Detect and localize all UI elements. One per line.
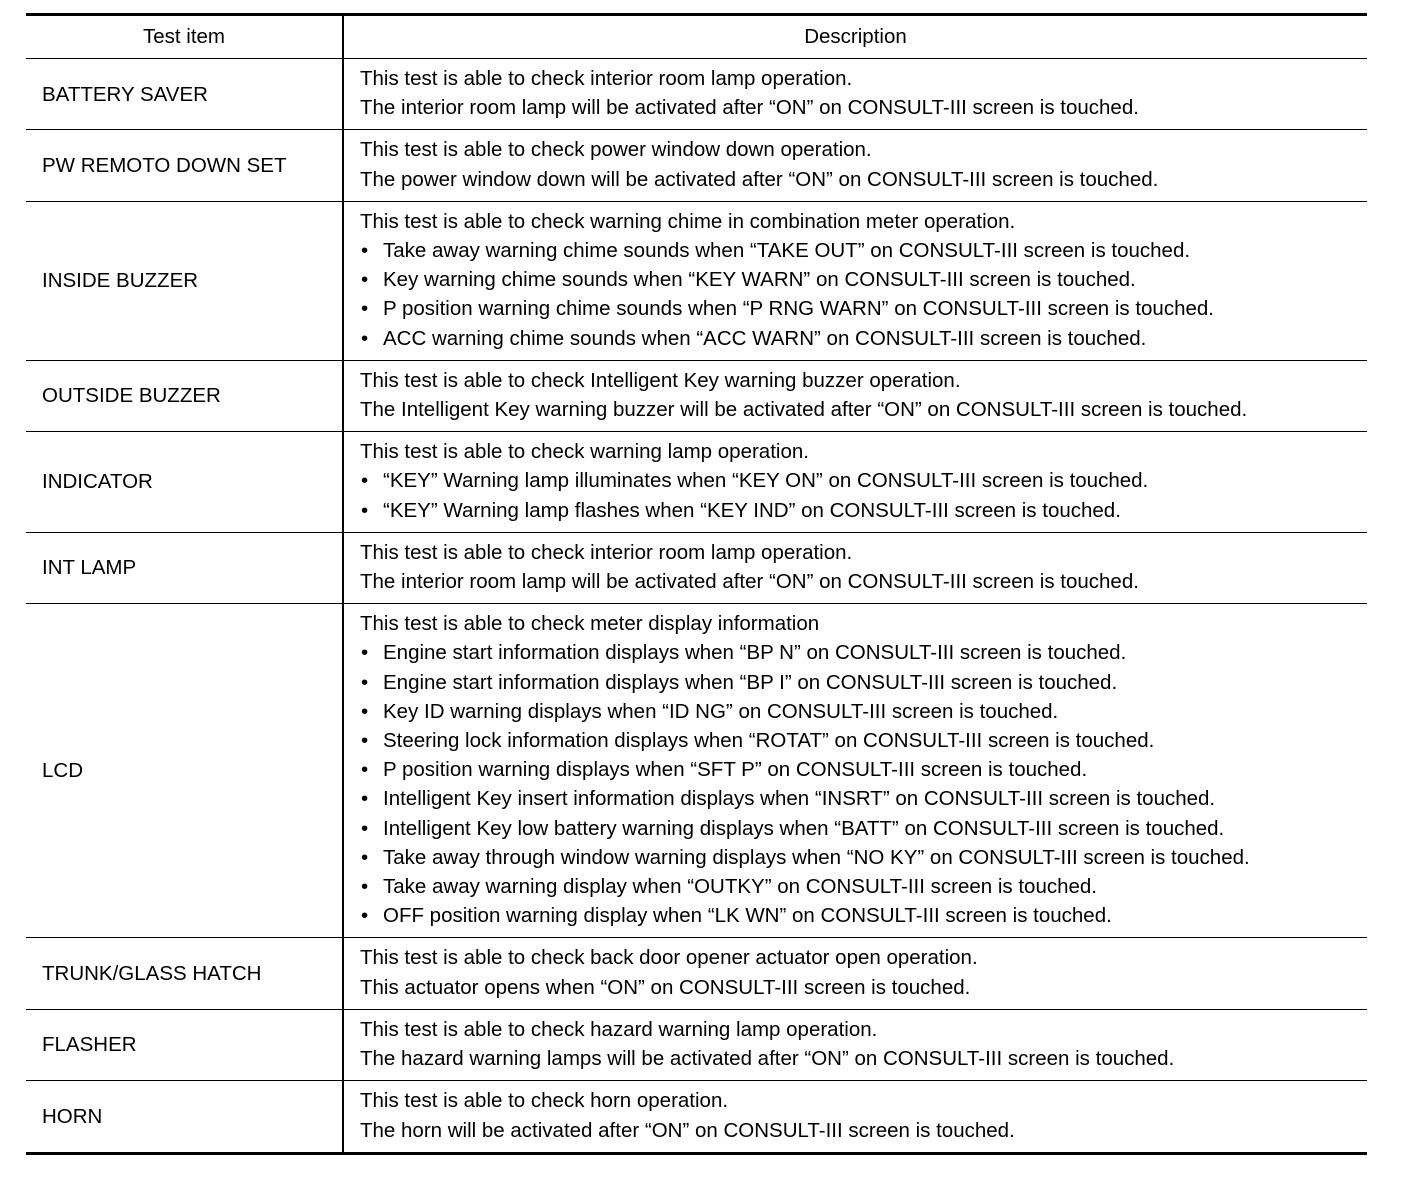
bullet-text: OFF position warning display when “LK WN” on CONSULT-III screen is touched.: [383, 904, 1112, 928]
description-line: The interior room lamp will be activated after “ON” on CONSULT-III screen is touched.: [360, 96, 1139, 120]
description-cell: [343, 938, 1367, 1009]
test-item-cell: OUTSIDE BUZZER: [26, 360, 343, 431]
column-header-test-item: Test item: [26, 15, 343, 59]
bullet-icon: •: [361, 239, 369, 263]
description-line: This test is able to check interior room lamp operation.: [360, 67, 853, 90]
bullet-item: [360, 755, 1367, 784]
bullet-icon: •: [361, 326, 369, 350]
bullet-item: [360, 265, 1367, 294]
table-row: [26, 604, 1367, 938]
bullet-icon: •: [361, 297, 369, 321]
bullet-item: [360, 668, 1367, 697]
description-line: This test is able to check warning chime in combination meter operation.: [360, 209, 1016, 233]
bullet-item: [360, 638, 1367, 667]
test-item-cell: BATTERY SAVER: [26, 59, 343, 130]
table-body: [26, 59, 1367, 1154]
description-cell: [343, 201, 1367, 360]
description-cell: [343, 1009, 1367, 1080]
bullet-text: Steering lock information displays when “ROTAT” on CONSULT-III screen is touched.: [383, 729, 1155, 753]
table-row: [26, 130, 1367, 201]
description-line: This test is able to check interior room lamp operation.: [360, 540, 853, 564]
bullet-icon: •: [361, 699, 369, 723]
table-row: [26, 432, 1367, 533]
bullet-text: “KEY” Warning lamp flashes when “KEY IND” on CONSULT-III screen is touched.: [383, 498, 1121, 522]
bullet-list: [360, 466, 1367, 524]
table-row: [26, 1081, 1367, 1153]
bullet-icon: •: [361, 904, 369, 928]
bullet-text: Take away through window warning displays when “NO KY” on CONSULT-III screen is touched.: [383, 845, 1250, 869]
bullet-item: [360, 697, 1367, 726]
bullet-text: Engine start information displays when “BP N” on CONSULT-III screen is touched.: [383, 641, 1127, 665]
bullet-icon: •: [361, 875, 369, 899]
description-line: The Intelligent Key warning buzzer will be activated after “ON” on CONSULT-III screen is touched.: [360, 398, 1248, 422]
bullet-text: Intelligent Key insert information displays when “INSRT” on CONSULT-III screen is touched.: [383, 787, 1216, 811]
test-item-table: [26, 13, 1367, 1155]
bullet-icon: •: [361, 816, 369, 840]
description-cell: [343, 604, 1367, 938]
bullet-icon: •: [361, 469, 369, 493]
bullet-text: Take away warning chime sounds when “TAKE OUT” on CONSULT-III screen is touched.: [383, 239, 1191, 263]
column-header-description: Description: [343, 15, 1367, 59]
description-line: This test is able to check Intelligent Key warning buzzer operation.: [360, 368, 961, 392]
bullet-icon: •: [361, 787, 369, 811]
bullet-item: [360, 496, 1367, 525]
table-header-row: [26, 15, 1367, 59]
bullet-item: [360, 843, 1367, 872]
description-line: This test is able to check power window down operation.: [360, 138, 872, 162]
table-row: [26, 1009, 1367, 1080]
bullet-item: [360, 814, 1367, 843]
test-item-cell: INSIDE BUZZER: [26, 201, 343, 360]
bullet-item: [360, 726, 1367, 755]
description-line: This test is able to check hazard warning lamp operation.: [360, 1017, 878, 1041]
bullet-text: Engine start information displays when “BP I” on CONSULT-III screen is touched.: [383, 670, 1118, 694]
bullet-text: Key warning chime sounds when “KEY WARN” on CONSULT-III screen is touched.: [383, 268, 1136, 292]
bullet-text: Intelligent Key low battery warning displays when “BATT” on CONSULT-III screen is touched.: [383, 816, 1225, 840]
table-row: [26, 938, 1367, 1009]
description-cell: [343, 532, 1367, 603]
description-cell: [343, 360, 1367, 431]
description-cell: [343, 1081, 1367, 1153]
bullet-text: P position warning displays when “SFT P” on CONSULT-III screen is touched.: [383, 758, 1088, 782]
description-line: This test is able to check warning lamp operation.: [360, 440, 809, 464]
bullet-text: “KEY” Warning lamp illuminates when “KEY ON” on CONSULT-III screen is touched.: [383, 469, 1149, 493]
bullet-text: Take away warning display when “OUTKY” on CONSULT-III screen is touched.: [383, 875, 1097, 899]
description-line: The power window down will be activated after “ON” on CONSULT-III screen is touched.: [360, 167, 1159, 191]
description-line: The horn will be activated after “ON” on CONSULT-III screen is touched.: [360, 1118, 1015, 1142]
test-item-cell: FLASHER: [26, 1009, 343, 1080]
bullet-icon: •: [361, 268, 369, 292]
bullet-text: ACC warning chime sounds when “ACC WARN” on CONSULT-III screen is touched.: [383, 326, 1147, 350]
bullet-icon: •: [361, 758, 369, 782]
description-line: The hazard warning lamps will be activated after “ON” on CONSULT-III screen is touched.: [360, 1047, 1175, 1071]
table-row: [26, 59, 1367, 130]
test-item-cell: INT LAMP: [26, 532, 343, 603]
bullet-icon: •: [361, 670, 369, 694]
description-line: This test is able to check horn operation.: [360, 1089, 729, 1113]
bullet-item: [360, 784, 1367, 813]
description-line: This test is able to check back door opener actuator open operation.: [360, 946, 978, 970]
bullet-item: [360, 236, 1367, 265]
bullet-list: [360, 236, 1367, 353]
bullet-item: [360, 294, 1367, 323]
table-row: [26, 532, 1367, 603]
test-item-cell: TRUNK/GLASS HATCH: [26, 938, 343, 1009]
test-item-cell: HORN: [26, 1081, 343, 1153]
description-cell: [343, 59, 1367, 130]
bullet-icon: •: [361, 845, 369, 869]
table-row: [26, 201, 1367, 360]
bullet-item: [360, 901, 1367, 930]
table-row: [26, 360, 1367, 431]
test-item-cell: PW REMOTO DOWN SET: [26, 130, 343, 201]
bullet-list: [360, 638, 1367, 930]
bullet-item: [360, 872, 1367, 901]
description-line: This actuator opens when “ON” on CONSULT-III screen is touched.: [360, 975, 971, 999]
description-line: The interior room lamp will be activated after “ON” on CONSULT-III screen is touched.: [360, 570, 1139, 594]
bullet-item: [360, 324, 1367, 353]
test-item-cell: LCD: [26, 604, 343, 938]
description-cell: [343, 130, 1367, 201]
bullet-item: [360, 466, 1367, 495]
description-line: This test is able to check meter display information: [360, 612, 820, 636]
description-cell: [343, 432, 1367, 533]
bullet-icon: •: [361, 641, 369, 665]
bullet-icon: •: [361, 729, 369, 753]
bullet-text: Key ID warning displays when “ID NG” on CONSULT-III screen is touched.: [383, 699, 1059, 723]
bullet-text: P position warning chime sounds when “P RNG WARN” on CONSULT-III screen is touched.: [383, 297, 1214, 321]
test-item-cell: INDICATOR: [26, 432, 343, 533]
bullet-icon: •: [361, 498, 369, 522]
